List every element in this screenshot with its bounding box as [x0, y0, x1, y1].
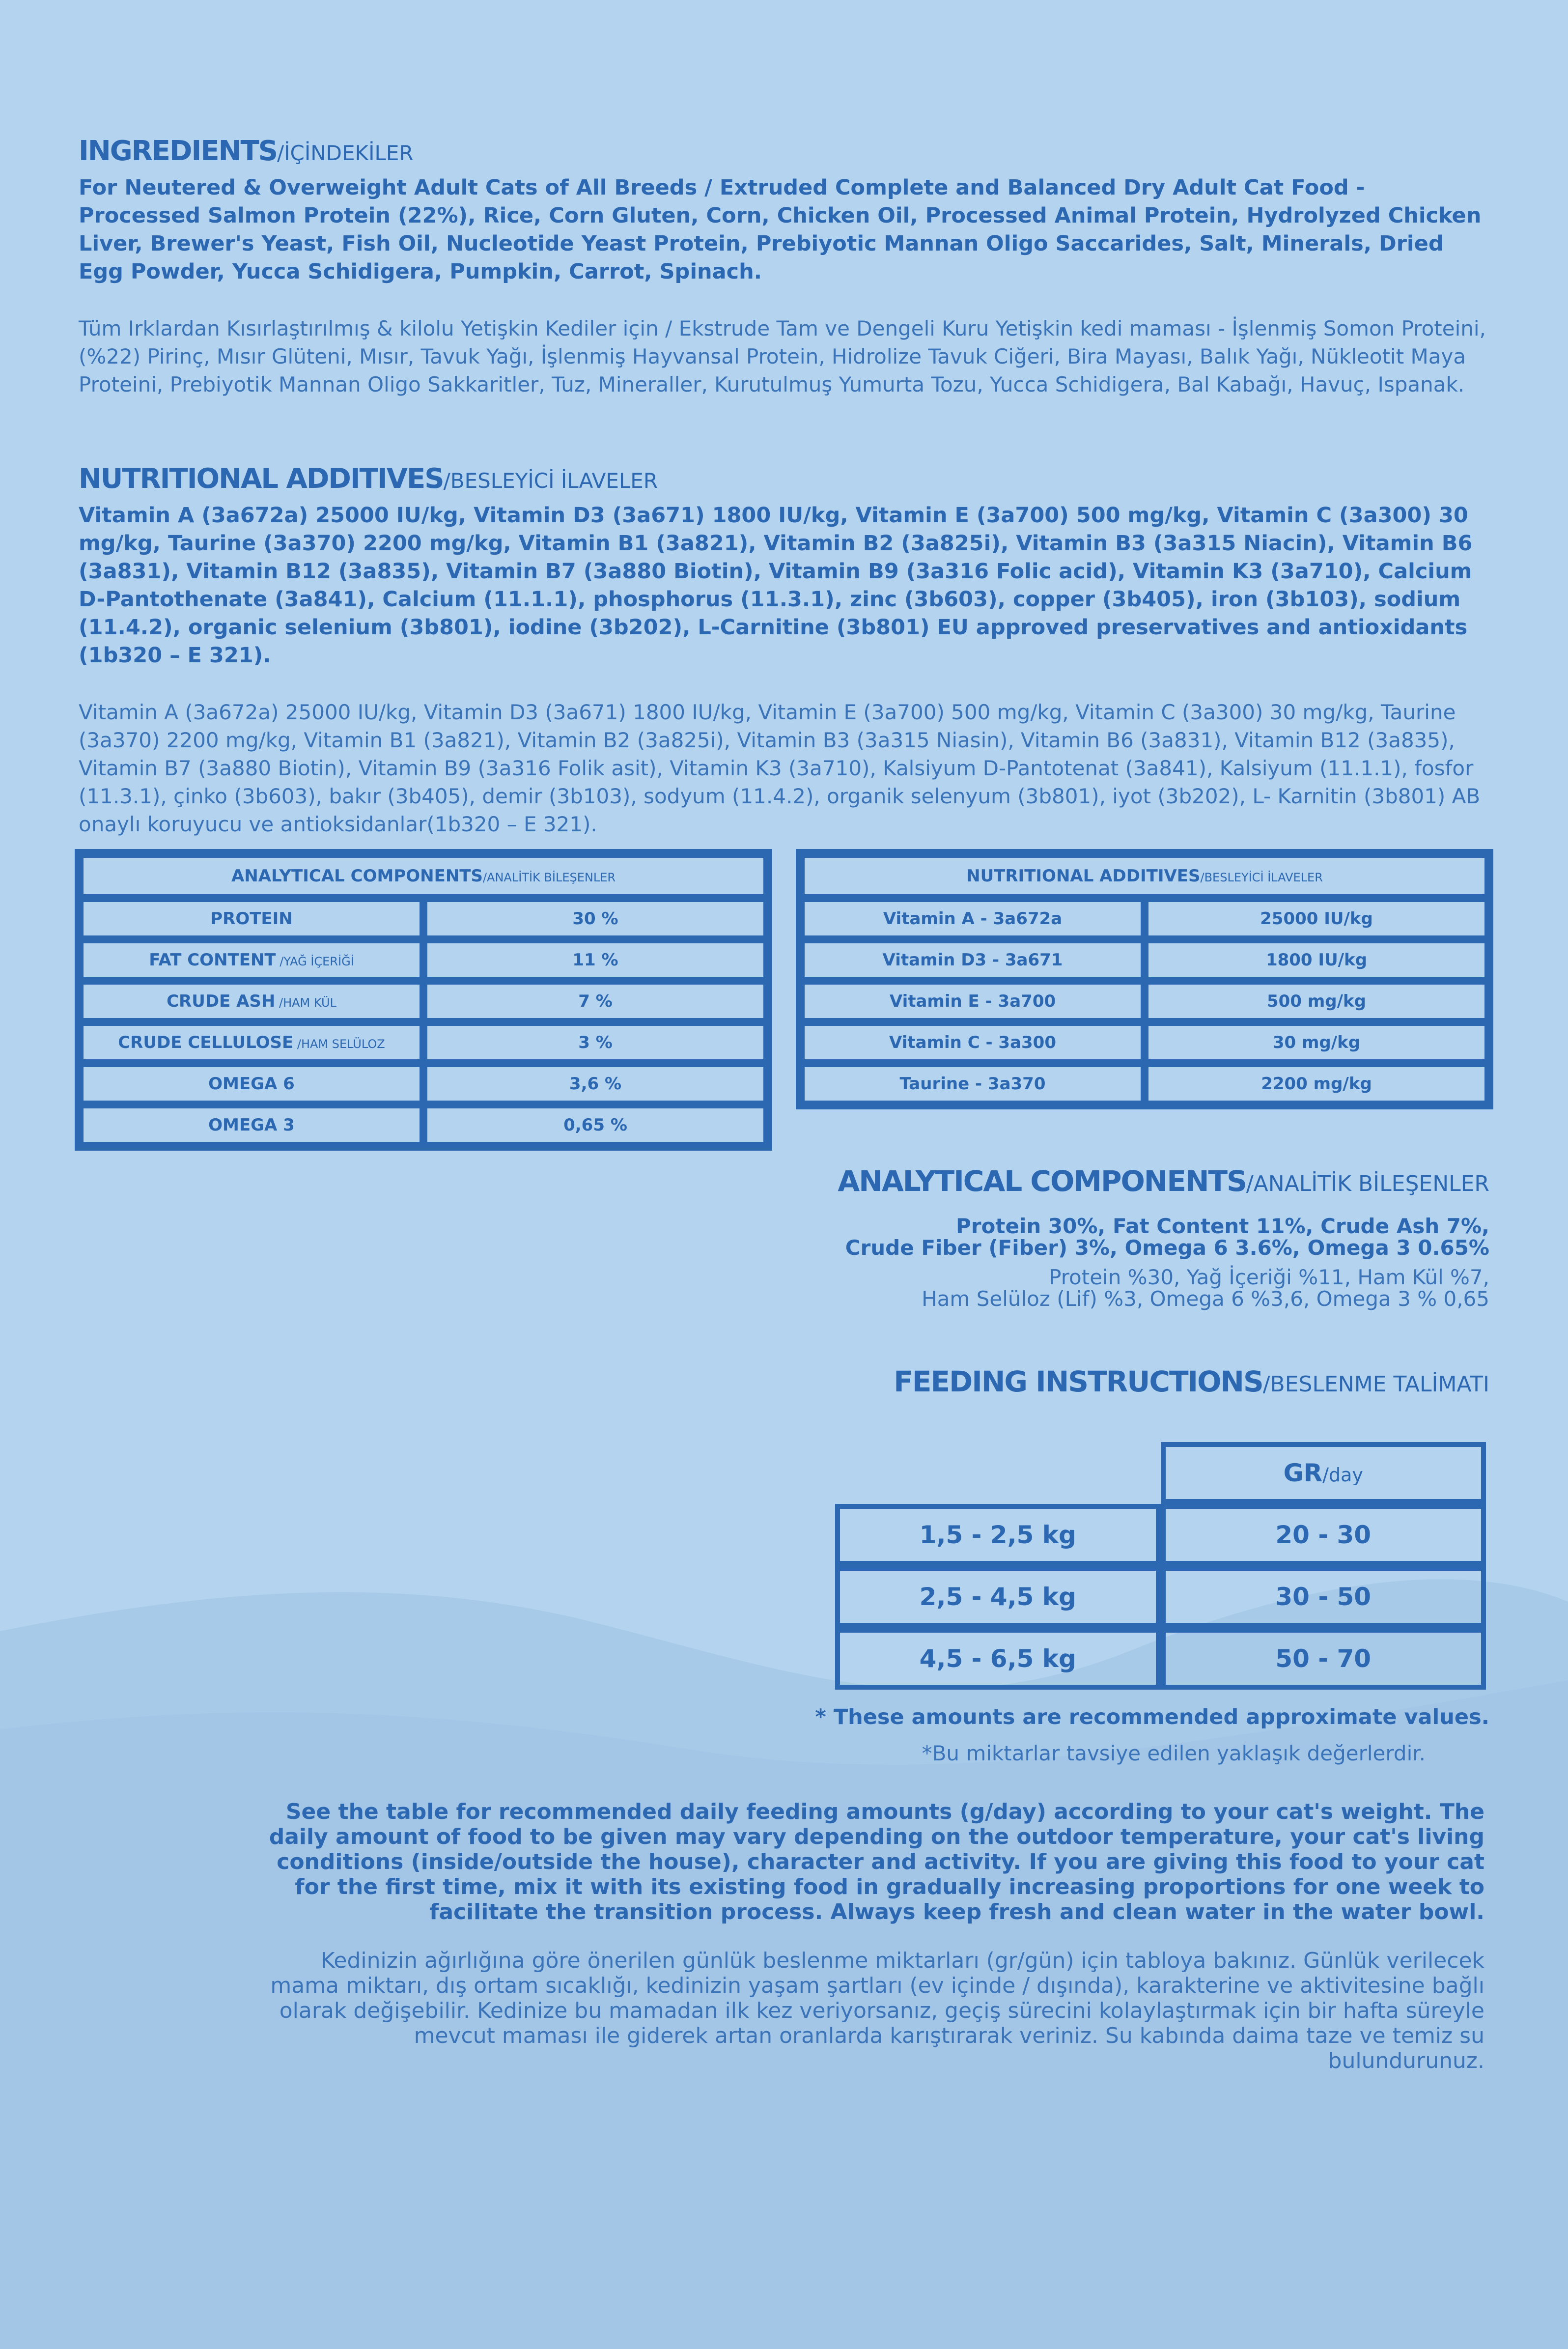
- ingredients-section: [79, 135, 1493, 398]
- table-row: CRUDE CELLULOSE /HAM SELÜLOZ 3 %: [80, 1022, 767, 1063]
- analytical-table-header: ANALYTICAL COMPONENTS/ANALİTİK BİLEŞENLER: [80, 854, 767, 898]
- feeding-table-header: GR/day: [1161, 1442, 1486, 1504]
- table-row: Vitamin A - 3a672a 25000 IU/kg: [801, 898, 1488, 939]
- table-row: FAT CONTENT /YAĞ İÇERİĞİ 11 %: [80, 939, 767, 981]
- additives-table-header: NUTRITIONAL ADDITIVES/BESLEYİCİ İLAVELER: [801, 854, 1488, 898]
- table-row: PROTEIN 30 %: [80, 898, 767, 939]
- additives-heading: NUTRITIONAL ADDITIVES/BESLEYİCİ İLAVELER: [79, 463, 658, 495]
- table-row: CRUDE ASH /HAM KÜL 7 %: [80, 981, 767, 1022]
- analytical-text-tr-line2: Ham Selüloz (Lif) %3, Omega 6 %3,6, Omega 3 % 0,65: [922, 1287, 1489, 1311]
- analytical-text-en-line2: Crude Fiber (Fiber) 3%, Omega 6 3.6%, Omega 3 0.65%: [845, 1236, 1489, 1260]
- analytical-components-table: [75, 849, 772, 1151]
- feeding-note-en: * These amounts are recommended approximate values.: [815, 1705, 1489, 1729]
- additives-section: [79, 463, 1493, 838]
- table-row: Vitamin D3 - 3a671 1800 IU/kg: [801, 939, 1488, 981]
- analytical-components-heading: ANALYTICAL COMPONENTS/ANALİTİK BİLEŞENLER: [838, 1164, 1489, 1198]
- table-row: 4,5 - 6,5 kg 50 - 70: [835, 1628, 1486, 1690]
- nutritional-additives-table: [796, 849, 1493, 1109]
- table-row: OMEGA 6 3,6 %: [80, 1063, 767, 1104]
- feeding-note-tr: *Bu miktarlar tavsiye edilen yaklaşık değerlerdir.: [922, 1741, 1426, 1765]
- additives-text-en: Vitamin A (3a672a) 25000 IU/kg, Vitamin D3 (3a671) 1800 IU/kg, Vitamin E (3a700) 500 mg/kg, Vitamin C (3a300) 30 mg/kg, Taurine (3a370) 2200 mg/kg, Vitamin B1 (3a821), Vitamin B2 (3a825i), Vitamin B3 (3a315 Niacin), Vitamin B6 (3a831), Vitamin B12 (3a835), Vitamin B7 (3a880 Biotin), Vitamin B9 (3a316 Folic acid), Vitamin K3 (3a710), Calcium D-Pantothenate (3a841), Calcium (11.1.1), phosphorus (11.3.1), zinc (3b603), copper (3b405), iron (3b103), sodium (11.4.2), organic selenium (3b801), iodine (3b202), L-Carnitine (3b801) EU approved preservatives and antioxidants (1b320 – E 321).: [79, 503, 1473, 668]
- analytical-text-tr-line1: Protein %30, Yağ İçeriği %11, Ham Kül %7,: [1049, 1265, 1489, 1289]
- feeding-paragraph-tr: Kedinizin ağırlığına göre önerilen günlük beslenme miktarları (gr/gün) için tabloya bakınız. Günlük verilecek mama miktarı, dış ortam sıcaklığı, kedinizin yaşam şartları (ev içinde / dışında), karakterine ve aktivitesine bağlı olarak değişebilir. Kedinize bu mamadan ilk kez veriyorsanız, geçiş sürecini kolaylaştırmak için bir hafta süreyle mevcut maması ile giderek artan oranlarda karıştırarak veriniz. Su kabında daima taze ve temiz su bulundurunuz.: [270, 1948, 1484, 2073]
- table-row: 2,5 - 4,5 kg 30 - 50: [835, 1566, 1486, 1628]
- feeding-paragraph-en: See the table for recommended daily feeding amounts (g/day) according to your cat's weight. The daily amount of food to be given may vary depending on the outdoor temperature, your cat's living conditions (inside/outside the house), character and activity. If you are giving this food to your cat for the first time, mix it with its existing food in gradually increasing proportions for one week to facilitate the transition process. Always keep fresh and clean water in the water bowl.: [269, 1799, 1484, 1924]
- table-row: Vitamin C - 3a300 30 mg/kg: [801, 1022, 1488, 1063]
- table-row: 1,5 - 2,5 kg 20 - 30: [835, 1504, 1486, 1566]
- table-row: OMEGA 3 0,65 %: [80, 1104, 767, 1146]
- feeding-table: [835, 1442, 1486, 1690]
- table-row: Taurine - 3a370 2200 mg/kg: [801, 1063, 1488, 1104]
- ingredients-text-en: For Neutered & Overweight Adult Cats of All Breeds / Extruded Complete and Balanced Dry Adult Cat Food - Processed Salmon Protein (22%), Rice, Corn Gluten, Corn, Chicken Oil, Processed Animal Protein, Hydrolyzed Chicken Liver, Brewer's Yeast, Fish Oil, Nucleotide Yeast Protein, Prebiyotic Mannan Oligo Saccarides, Salt, Minerals, Dried Egg Powder, Yucca Schidigera, Pumpkin, Carrot, Spinach.: [79, 175, 1482, 284]
- feeding-instructions-heading: FEEDING INSTRUCTIONS/BESLENME TALİMATI: [894, 1365, 1489, 1398]
- ingredients-text-tr: Tüm Irklardan Kısırlaştırılmış & kilolu Yetişkin Kediler için / Ekstrude Tam ve Dengeli Kuru Yetişkin kedi maması - İşlenmiş Somon Proteini, (%22) Pirinç, Mısır Glüteni, Mısır, Tavuk Yağı, İşlenmiş Hayvansal Protein, Hidrolize Tavuk Ciğeri, Bira Mayası, Balık Yağı, Nükleotit Maya Proteini, Prebiyotik Mannan Oligo Sakkaritler, Tuz, Mineraller, Kurutulmuş Yumurta Tozu, Yucca Schidigera, Bal Kabağı, Havuç, Ispanak.: [79, 316, 1486, 396]
- analytical-text-en-line1: Protein 30%, Fat Content 11%, Crude Ash 7%,: [956, 1214, 1489, 1238]
- analytical-components-section: [838, 1164, 1489, 1310]
- feeding-instructions-section: [894, 1365, 1489, 1398]
- ingredients-heading: INGREDIENTS/İÇİNDEKİLER: [79, 135, 414, 167]
- additives-text-tr: Vitamin A (3a672a) 25000 IU/kg, Vitamin D3 (3a671) 1800 IU/kg, Vitamin E (3a700) 500 mg/kg, Vitamin C (3a300) 30 mg/kg, Taurine (3a370) 2200 mg/kg, Vitamin B1 (3a821), Vitamin B2 (3a825i), Vitamin B3 (3a315 Niasin), Vitamin B6 (3a831), Vitamin B12 (3a835), Vitamin B7 (3a880 Biotin), Vitamin B9 (3a316 Folik asit), Vitamin K3 (3a710), Kalsiyum D-Pantotenat (3a841), Kalsiyum (11.1.1), fosfor (11.3.1), çinko (3b603), bakır (3b405), demir (3b103), sodyum (11.4.2), organik selenyum (3b801), iyot (3b202), L- Karnitin (3b801) AB onaylı koruyucu ve antioksidanlar(1b320 – E 321).: [79, 700, 1481, 836]
- table-row: Vitamin E - 3a700 500 mg/kg: [801, 981, 1488, 1022]
